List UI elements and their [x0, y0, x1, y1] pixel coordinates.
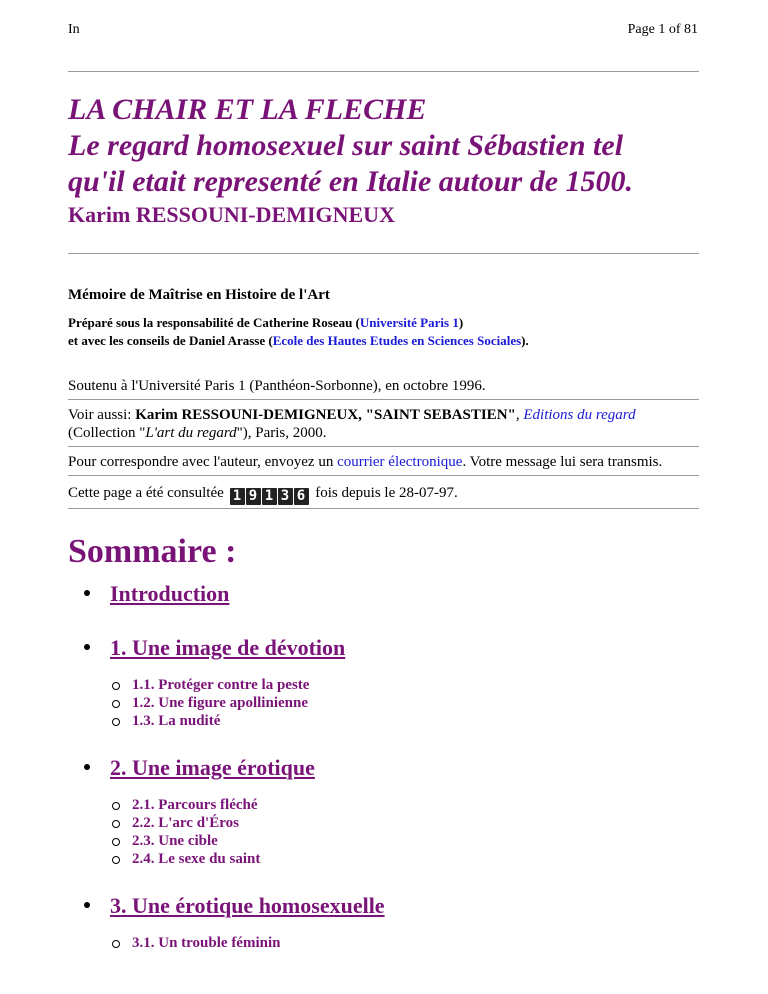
toc-link-2-4[interactable]: 2.4. Le sexe du saint	[132, 851, 261, 867]
author-name: Karim RESSOUNI-DEMIGNEUX	[68, 202, 395, 227]
circle-bullet-icon	[112, 718, 120, 726]
counter-digit: 3	[278, 488, 293, 505]
correspondre-prefix: Pour correspondre avec l'auteur, envoyez un	[68, 454, 338, 470]
toc-item-section-3	[84, 892, 684, 952]
page-number: Page 1 of 81	[627, 22, 698, 37]
consultee-prefix: Cette page a été consultée	[68, 485, 224, 501]
toc-link-section-2[interactable]: 2. Une image érotique	[110, 755, 315, 780]
toc-subitem	[110, 850, 684, 868]
voir-book-title: Karim RESSOUNI-DEMIGNEUX, "SAINT SEBASTIEN"	[135, 407, 516, 423]
circle-bullet-icon	[112, 940, 120, 948]
voir-collection: L'art du regard	[145, 425, 237, 441]
toc-item-section-2	[84, 754, 684, 868]
soutenu-text: Soutenu à l'Université Paris 1 (Panthéon-Sorbonne), en octobre 1996.	[68, 378, 486, 394]
toc-item-introduction	[84, 580, 684, 608]
bullet-icon	[84, 590, 90, 596]
toc-link-1-1[interactable]: 1.1. Protéger contre la peste	[132, 677, 310, 693]
header-left: In	[68, 22, 80, 37]
correspondre-text	[68, 453, 662, 471]
voir-aussi	[68, 406, 636, 442]
counter-digit: 6	[294, 488, 309, 505]
visit-counter	[230, 487, 310, 505]
bullet-icon	[84, 764, 90, 770]
prep-text-2-end: ).	[521, 333, 529, 348]
ehess-link[interactable]: Ecole des Hautes Etudes en Sciences Sociales	[272, 333, 522, 348]
circle-bullet-icon	[112, 856, 120, 864]
circle-bullet-icon	[112, 682, 120, 690]
toc-link-section-1[interactable]: 1. Une image de dévotion	[110, 635, 346, 660]
circle-bullet-icon	[112, 802, 120, 810]
toc-subitem	[110, 712, 684, 730]
counter-digit: 1	[262, 488, 277, 505]
toc-link-2-1[interactable]: 2.1. Parcours fléché	[132, 797, 258, 813]
memoire-heading: Mémoire de Maîtrise en Histoire de l'Art	[68, 287, 330, 303]
counter-digit: 9	[246, 488, 261, 505]
toc-subitem	[110, 814, 684, 832]
consultee-suffix: fois depuis le 28-07-97.	[315, 485, 458, 501]
prep-text-1: Préparé sous la responsabilité de Catherine Roseau (	[68, 315, 360, 330]
toc-link-section-3[interactable]: 3. Une érotique homosexuelle	[110, 893, 385, 918]
divider	[68, 446, 699, 447]
visit-counter-line	[68, 484, 458, 505]
divider	[68, 253, 699, 254]
bullet-icon	[84, 644, 90, 650]
divider	[68, 508, 699, 509]
prep-text-1-end: )	[458, 315, 464, 330]
page-title: LA CHAIR ET LA FLECHE	[68, 93, 427, 126]
prep-text-2: et avec les conseils de Daniel Arasse (	[68, 333, 273, 348]
toc-subitem	[110, 832, 684, 850]
toc-link-introduction[interactable]: Introduction	[110, 581, 230, 606]
toc-subitem	[110, 796, 684, 814]
toc-sublist-1	[110, 676, 684, 730]
bullet-icon	[84, 902, 90, 908]
toc-item-section-1	[84, 634, 684, 730]
voir-line2-b: "), Paris, 2000.	[236, 425, 327, 441]
toc-link-3-1[interactable]: 3.1. Un trouble féminin	[132, 935, 281, 951]
counter-digit: 1	[230, 488, 245, 505]
toc-link-1-3[interactable]: 1.3. La nudité	[132, 713, 221, 729]
toc-link-2-2[interactable]: 2.2. L'arc d'Éros	[132, 815, 239, 831]
toc-link-1-2[interactable]: 1.2. Une figure apollinienne	[132, 695, 308, 711]
toc-subitem	[110, 676, 684, 694]
universite-paris-1-link[interactable]: Université Paris 1	[359, 315, 459, 330]
toc-link-2-3[interactable]: 2.3. Une cible	[132, 833, 218, 849]
top-divider	[68, 71, 699, 72]
email-link[interactable]: courrier électronique	[337, 454, 463, 470]
circle-bullet-icon	[112, 838, 120, 846]
voir-line2-a: (Collection "	[68, 425, 146, 441]
subtitle-line-2: qu'il etait representé en Italie autour de 1500.	[68, 165, 634, 198]
voir-sep: ,	[515, 407, 524, 423]
sommaire-heading: Sommaire :	[68, 533, 237, 570]
circle-bullet-icon	[112, 820, 120, 828]
editions-du-regard-link[interactable]: Editions du regard	[523, 407, 636, 423]
circle-bullet-icon	[112, 700, 120, 708]
toc-sublist-2	[110, 796, 684, 868]
preparation-credits	[68, 314, 529, 350]
voir-prefix: Voir aussi:	[68, 407, 136, 423]
divider	[68, 399, 699, 400]
toc-sublist-3	[110, 934, 684, 952]
table-of-contents	[84, 580, 684, 952]
subtitle-line-1: Le regard homosexuel sur saint Sébastien tel	[68, 129, 624, 162]
divider	[68, 475, 699, 476]
correspondre-suffix: . Votre message lui sera transmis.	[462, 454, 663, 470]
toc-subitem	[110, 934, 684, 952]
title-block	[68, 92, 708, 200]
toc-subitem	[110, 694, 684, 712]
